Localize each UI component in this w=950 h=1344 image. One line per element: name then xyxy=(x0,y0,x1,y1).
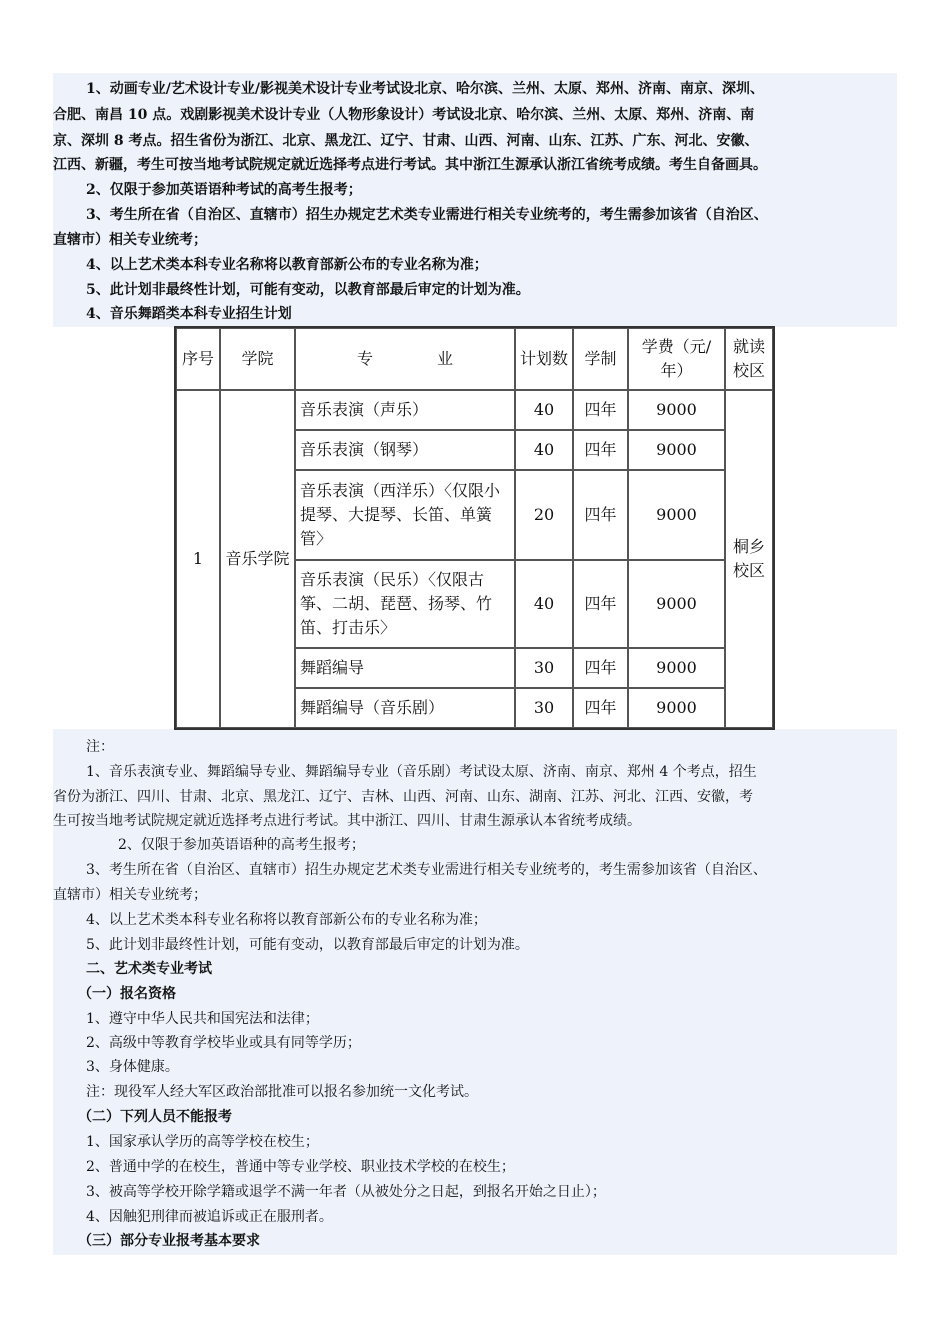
section-heading-art-exam: 二、艺术类专业考试 xyxy=(86,961,212,977)
row-3-major: 音乐表演（西洋乐）〈仅限小提琴、大提琴、长笛、单簧管〉 xyxy=(295,470,515,560)
subheading-ineligible: （二）下列人员不能报考 xyxy=(78,1109,232,1125)
top-line-1: 1、动画专业/艺术设计专业/影视美术设计专业考试设北京、哈尔滨、兰州、太原、郑州、济南、南京、深圳、 xyxy=(86,81,764,97)
seq-cell: 1 xyxy=(176,390,220,728)
bottom-line-6: 直辖市）相关专业统考； xyxy=(53,887,207,903)
header-seq: 序号 xyxy=(176,328,220,390)
bottom-line-4: 2、仅限于参加英语语种的高考生报考； xyxy=(118,837,365,853)
header-plan: 计划数 xyxy=(515,328,573,390)
row-1-fee: 9000 xyxy=(628,390,725,430)
row-4-plan: 40 xyxy=(515,560,573,648)
row-4-duration: 四年 xyxy=(573,560,628,648)
row-3-plan: 20 xyxy=(515,470,573,560)
bottom-line-3: 生可按当地考试院规定就近选择考点进行考试。其中浙江、四川、甘肃生源承认本省统考成绩。 xyxy=(53,813,641,829)
row-2-duration: 四年 xyxy=(573,430,628,470)
row-5-major: 舞蹈编导 xyxy=(295,648,515,688)
top-line-3: 京、深圳 8 考点。招生省份为浙江、北京、黑龙江、辽宁、甘肃、山西、河南、山东、江苏、广东、河北、安徽、 xyxy=(53,133,759,149)
top-line-8: 4、以上艺术类本科专业名称将以教育部新公布的专业名称为准； xyxy=(86,257,488,273)
top-line-5: 2、仅限于参加英语语种考试的高考生报考； xyxy=(86,182,362,198)
row-5-plan: 30 xyxy=(515,648,573,688)
row-6-duration: 四年 xyxy=(573,688,628,728)
row-3-fee: 9000 xyxy=(628,470,725,560)
row-1-plan: 40 xyxy=(515,390,573,430)
header-duration: 学制 xyxy=(573,328,628,390)
eligibility-3: 3、身体健康。 xyxy=(86,1059,179,1075)
row-3-duration: 四年 xyxy=(573,470,628,560)
eligibility-1: 1、遵守中华人民共和国宪法和法律； xyxy=(86,1011,319,1027)
row-6-fee: 9000 xyxy=(628,688,725,728)
row-1-duration: 四年 xyxy=(573,390,628,430)
campus-cell: 桐乡校区 xyxy=(725,390,773,728)
note-label: 注： xyxy=(86,739,114,755)
row-6-major: 舞蹈编导（音乐剧） xyxy=(295,688,515,728)
top-line-7: 直辖市）相关专业统考； xyxy=(53,232,207,248)
header-fee: 学费（元/年） xyxy=(628,328,725,390)
eligibility-note: 注：现役军人经大军区政治部批准可以报名参加统一文化考试。 xyxy=(86,1084,478,1100)
bottom-line-5: 3、考生所在省（自治区、直辖市）招生办规定艺术类专业需进行相关专业统考的，考生需参加该省（自治区、 xyxy=(86,862,767,878)
row-6-plan: 30 xyxy=(515,688,573,728)
ineligible-3: 3、被高等学校开除学籍或退学不满一年者（从被处分之日起，到报名开始之日止）； xyxy=(86,1184,606,1200)
top-line-9: 5、此计划非最终性计划，可能有变动，以教育部最后审定的计划为准。 xyxy=(86,282,530,298)
bottom-line-2: 省份为浙江、四川、甘肃、北京、黑龙江、辽宁、吉林、山西、河南、山东、湖南、江苏、河北、江西、安徽，考 xyxy=(53,789,753,805)
top-line-6: 3、考生所在省（自治区、直辖市）招生办规定艺术类专业需进行相关专业统考的，考生需参加该省（自治区、 xyxy=(86,207,768,223)
header-campus: 就读校区 xyxy=(725,328,773,390)
row-4-fee: 9000 xyxy=(628,560,725,648)
enrollment-plan-table xyxy=(174,326,775,730)
ineligible-4: 4、因触犯刑律而被追诉或正在服刑者。 xyxy=(86,1209,333,1225)
row-5-duration: 四年 xyxy=(573,648,628,688)
row-5-fee: 9000 xyxy=(628,648,725,688)
header-major: 专 业 xyxy=(295,328,515,390)
top-line-4: 江西、新疆，考生可按当地考试院规定就近选择考点进行考试。其中浙江生源承认浙江省统考成绩。考生自备画具。 xyxy=(53,157,767,173)
row-2-fee: 9000 xyxy=(628,430,725,470)
header-college: 学院 xyxy=(220,328,295,390)
bottom-note-background xyxy=(53,729,897,1255)
subheading-eligibility: （一）报名资格 xyxy=(78,986,176,1002)
bottom-line-7: 4、以上艺术类本科专业名称将以教育部新公布的专业名称为准； xyxy=(86,912,487,928)
row-2-plan: 40 xyxy=(515,430,573,470)
bottom-line-8: 5、此计划非最终性计划，可能有变动，以教育部最后审定的计划为准。 xyxy=(86,937,529,953)
table-caption: 4、音乐舞蹈类本科专业招生计划 xyxy=(86,306,292,322)
college-cell: 音乐学院 xyxy=(220,390,295,728)
eligibility-2: 2、高级中等教育学校毕业或具有同等学历； xyxy=(86,1035,361,1051)
top-line-2: 合肥、南昌 10 点。戏剧影视美术设计专业（人物形象设计）考试设北京、哈尔滨、兰州、太原、郑州、济南、南 xyxy=(53,107,755,123)
bottom-line-1: 1、音乐表演专业、舞蹈编导专业、舞蹈编导专业（音乐剧）考试设太原、济南、南京、郑州 4 个考点，招生 xyxy=(86,764,757,780)
ineligible-2: 2、普通中学的在校生，普通中等专业学校、职业技术学校的在校生； xyxy=(86,1159,515,1175)
row-2-major: 音乐表演（钢琴） xyxy=(295,430,515,470)
row-1-major: 音乐表演（声乐） xyxy=(295,390,515,430)
row-4-major: 音乐表演（民乐）〈仅限古筝、二胡、琵琶、扬琴、竹笛、打击乐〉 xyxy=(295,560,515,648)
ineligible-1: 1、国家承认学历的高等学校在校生； xyxy=(86,1134,319,1150)
subheading-requirements: （三）部分专业报考基本要求 xyxy=(78,1233,260,1249)
